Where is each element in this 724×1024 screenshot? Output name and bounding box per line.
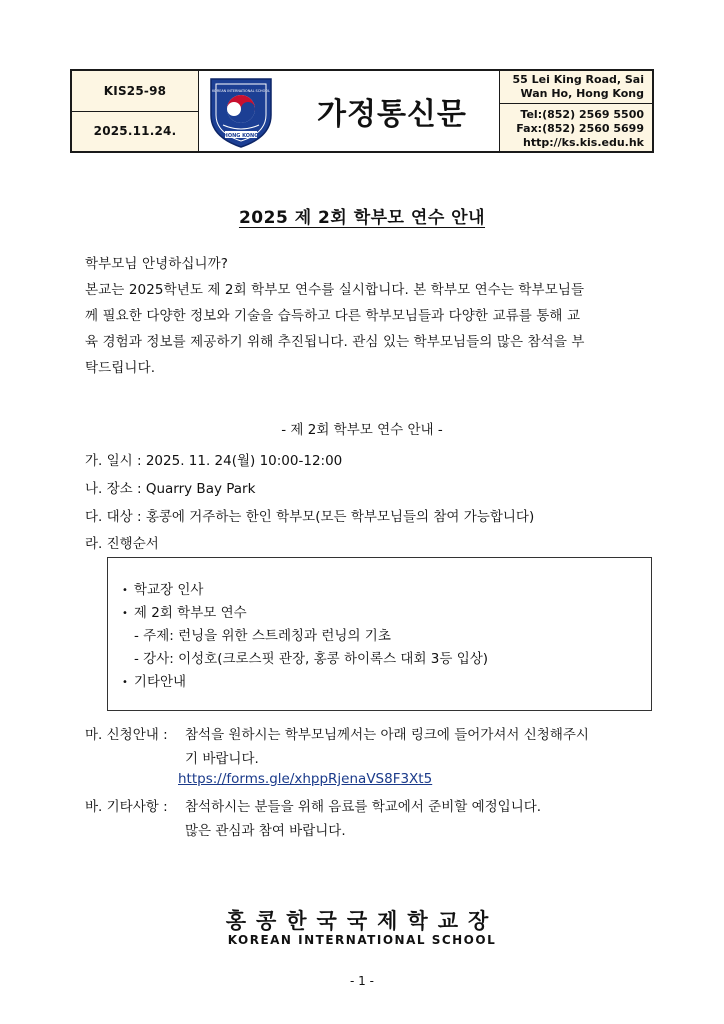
school-address bbox=[500, 71, 652, 104]
apply-label: 마. 신청안내 : bbox=[85, 727, 168, 743]
bullet-icon: • bbox=[122, 608, 128, 619]
letterhead-right bbox=[499, 71, 652, 151]
document-date: 2025.11.24. bbox=[72, 111, 198, 152]
body-line: 께 필요한 다양한 정보와 기술을 습득하고 다른 학부모님들과 다양한 교류를 통해 교 bbox=[85, 308, 581, 324]
program-detail-speaker: - 강사: 이성호(크로스핏 관장, 홍콩 하이록스 대회 3등 입상) bbox=[134, 651, 489, 667]
item-date: 가. 일시 : 2025. 11. 24(월) 10:00-12:00 bbox=[85, 453, 343, 469]
item-order: 라. 진행순서 bbox=[85, 536, 159, 552]
notice-title: 2025 제 2회 학부모 연수 안내 bbox=[238, 208, 486, 228]
school-contact bbox=[500, 104, 652, 151]
body-line: 탁드립니다. bbox=[85, 360, 156, 376]
program-box bbox=[107, 557, 652, 711]
section-title: - 제 2회 학부모 연수 안내 - bbox=[281, 422, 443, 438]
bullet-icon: • bbox=[122, 585, 128, 596]
fax: Fax:(852) 2560 5699 bbox=[516, 122, 644, 135]
item-target: 다. 대상 : 홍콩에 거주하는 한인 학부모(모든 학부모님들의 참여 가능합니다) bbox=[85, 509, 535, 525]
apply-text-1: 참석을 원하시는 학부모님께서는 아래 링크에 들어가셔서 신청해주시 bbox=[185, 727, 589, 743]
website: http://ks.kis.edu.hk bbox=[523, 136, 644, 149]
program-item bbox=[122, 578, 203, 598]
program-item bbox=[122, 670, 186, 690]
school-logo bbox=[205, 75, 277, 149]
program-detail-topic: - 주제: 런닝을 위한 스트레칭과 런닝의 기초 bbox=[134, 628, 391, 644]
etc-label: 바. 기타사항 : bbox=[85, 799, 168, 815]
logo-school-name: KOREAN INTERNATIONAL SCHOOL bbox=[212, 89, 270, 93]
item-place: 나. 장소 : Quarry Bay Park bbox=[85, 481, 256, 497]
program-item-label: 제 2회 학부모 연수 bbox=[133, 605, 247, 621]
signature-english: KOREAN INTERNATIONAL SCHOOL bbox=[227, 933, 497, 947]
registration-link[interactable]: https://forms.gle/xhppRjenaVS8F3Xt5 bbox=[178, 771, 433, 787]
apply-text-2: 기 바랍니다. bbox=[185, 751, 259, 767]
signature-korean: 홍콩한국국제학교장 bbox=[225, 909, 499, 933]
program-item-label: 학교장 인사 bbox=[133, 582, 204, 598]
document-number: KIS25-98 bbox=[72, 71, 198, 111]
program-item-label: 기타안내 bbox=[133, 674, 187, 690]
body-paragraph bbox=[85, 277, 655, 381]
page-number: - 1 - bbox=[350, 974, 374, 988]
greeting: 학부모님 안녕하십니까? bbox=[85, 256, 229, 272]
telephone: Tel:(852) 2569 5500 bbox=[520, 108, 644, 121]
etc-text-2: 많은 관심과 참여 바랍니다. bbox=[185, 823, 346, 839]
body-line: 육 경험과 정보를 제공하기 위해 추진됩니다. 관심 있는 학부모님들의 많은 참석을 부 bbox=[85, 334, 585, 350]
letterhead-center bbox=[199, 71, 499, 151]
etc-text-1: 참석하시는 분들을 위해 음료를 학교에서 준비할 예정입니다. bbox=[185, 799, 542, 815]
program-item bbox=[122, 601, 247, 621]
address-line-2: Wan Ho, Hong Kong bbox=[520, 87, 644, 100]
letterhead-table bbox=[70, 69, 654, 153]
document-title: 가정통신문 bbox=[317, 97, 467, 132]
letterhead-left bbox=[72, 71, 199, 151]
body-line: 본교는 2025학년도 제 2회 학부모 연수를 실시합니다. 본 학부모 연수는 학부모님들 bbox=[85, 282, 585, 298]
bullet-icon: • bbox=[122, 677, 128, 688]
logo-caption: HONG KONG bbox=[223, 133, 259, 139]
address-line-1: 55 Lei King Road, Sai bbox=[512, 73, 644, 86]
